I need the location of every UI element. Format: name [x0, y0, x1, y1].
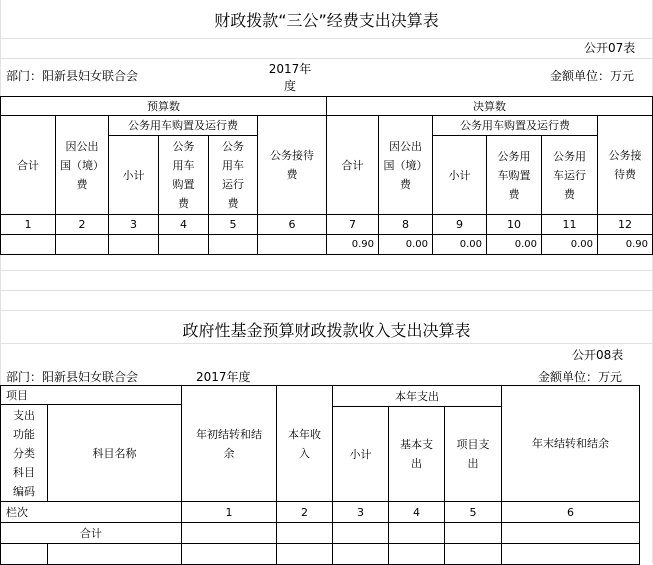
t2-total-cell [332, 522, 389, 544]
t1-value: 0.90 [326, 234, 379, 255]
t1-f-abroad-l1: 因公出 [389, 139, 422, 153]
t1-f-abroad [378, 115, 433, 215]
t1-b-run [208, 135, 258, 215]
table1-code: 公开07表 [584, 41, 636, 55]
t1-b-subgroup: 公务用车购置及运行费 [108, 115, 258, 136]
t1-b-reception-l2: 费 [286, 168, 298, 181]
t1-value: 0.00 [486, 234, 542, 255]
t1-f-subtotal: 小计 [432, 135, 487, 215]
t1-b-subtotal: 小计 [108, 135, 159, 215]
t1-b-abroad-l2: 国（境） [60, 158, 104, 172]
t2-project-l2: 出 [467, 457, 479, 470]
t1-f-buy-l1: 公务用 [497, 149, 531, 163]
t2-subtotal: 小计 [332, 406, 389, 502]
t2-project [444, 406, 502, 502]
t1-b-buy-l2: 用车 [172, 159, 195, 172]
t1-b-buy [158, 135, 209, 215]
t1-value [0, 234, 56, 255]
t1-colnum: 11 [541, 214, 598, 235]
t1-b-buy-l1: 公务 [172, 140, 195, 153]
t1-value [158, 234, 209, 255]
t1-value [55, 234, 109, 255]
t2-total-cell [276, 522, 333, 544]
t1-b-buy-l3: 购置 [172, 178, 195, 191]
t1-f-run-l3: 费 [564, 187, 575, 201]
t1-f-total: 合计 [326, 115, 379, 215]
t2-func-code [0, 404, 48, 502]
t2-func-code-l2: 功能 [13, 427, 35, 441]
t2-colnum: 2 [276, 501, 333, 523]
t1-b-abroad [55, 115, 109, 215]
t1-f-run-l1: 公务用 [553, 149, 586, 163]
t2-row-label: 栏次 [0, 501, 182, 523]
t2-opening-l2: 余 [223, 446, 235, 460]
t2-empty-cell [181, 543, 277, 565]
t2-item: 项目 [0, 385, 182, 405]
t2-total-cell [181, 522, 277, 544]
t2-income [276, 385, 333, 502]
t1-colnum: 7 [326, 214, 379, 235]
t1-value [257, 234, 327, 255]
table2-title: 政府性基金预算财政拨款收入支出决算表 [182, 321, 471, 340]
t1-colnum: 12 [597, 214, 653, 235]
t1-value [208, 234, 258, 255]
t2-empty-cell [388, 543, 445, 565]
t1-b-total: 合计 [0, 115, 56, 215]
t2-empty-cell [332, 543, 389, 565]
t1-b-run-l4: 费 [227, 197, 239, 210]
t2-subject-name: 科目名称 [47, 404, 182, 502]
t1-f-reception-l2: 待费 [614, 168, 636, 181]
t2-total-cell [388, 522, 445, 544]
t1-value: 0.90 [597, 234, 653, 255]
t2-basic-l2: 出 [411, 457, 422, 470]
t2-colnum: 6 [501, 501, 640, 523]
t1-colnum: 9 [432, 214, 487, 235]
t1-value: 0.00 [541, 234, 598, 255]
table1-title: 财政拨款“三公”经费支出决算表 [214, 11, 439, 30]
t2-basic [388, 406, 445, 502]
t1-b-reception [257, 115, 327, 215]
t1-colnum: 8 [378, 214, 433, 235]
t1-f-reception [597, 115, 653, 215]
t1-f-reception-l1: 公务接 [608, 149, 642, 162]
table1-group-budget: 预算数 [0, 96, 327, 116]
t1-colnum: 1 [0, 214, 56, 235]
t1-f-buy [486, 135, 542, 215]
table1-group-final: 决算数 [326, 96, 653, 116]
t1-f-run-l2: 车运行 [553, 168, 586, 182]
t2-empty-cell [0, 543, 48, 565]
t1-b-abroad-l3: 费 [76, 177, 88, 191]
t1-f-abroad-l2: 国（境） [383, 158, 428, 172]
t1-f-run [541, 135, 598, 215]
t2-colnum: 4 [388, 501, 445, 523]
t1-b-run-l1: 公务 [222, 140, 244, 153]
t2-income-l1: 本年收 [288, 427, 321, 441]
t2-colnum: 3 [332, 501, 389, 523]
table2-unit: 金额单位：万元 [538, 370, 623, 384]
t2-basic-l1: 基本支 [400, 438, 433, 451]
grid-line [0, 343, 653, 344]
t1-f-buy-l3: 费 [508, 187, 520, 201]
t2-total-label: 合计 [0, 522, 182, 544]
grid-line [0, 38, 653, 39]
t1-b-abroad-l1: 因公出 [65, 139, 99, 153]
t2-empty-cell [501, 543, 640, 565]
t2-total-cell [501, 522, 640, 544]
t1-b-buy-l4: 费 [178, 197, 189, 210]
t1-colnum: 2 [55, 214, 109, 235]
t1-colnum: 3 [108, 214, 159, 235]
t2-income-l2: 入 [299, 446, 310, 460]
t1-colnum: 4 [158, 214, 209, 235]
grid-line [0, 310, 653, 311]
table1-year-line2: 度 [283, 79, 296, 93]
t1-colnum: 10 [486, 214, 542, 235]
t1-f-subgroup: 公务用车购置及运行费 [432, 115, 598, 136]
t2-opening [181, 385, 277, 502]
t1-colnum: 6 [257, 214, 327, 235]
grid-line [0, 290, 653, 291]
t2-empty-cell [276, 543, 333, 565]
t1-value: 0.00 [378, 234, 433, 255]
t1-value [108, 234, 159, 255]
t2-expense-group: 本年支出 [332, 385, 502, 407]
t2-total-cell [444, 522, 502, 544]
t2-opening-l1: 年初结转和结 [196, 427, 262, 441]
t1-value: 0.00 [432, 234, 487, 255]
t2-closing: 年末结转和结余 [501, 385, 640, 502]
t2-colnum: 1 [181, 501, 277, 523]
t2-func-code-l5: 编码 [13, 484, 35, 498]
t1-b-reception-l1: 公务接待 [270, 149, 314, 162]
t2-func-code-l4: 科目 [13, 465, 35, 479]
t1-b-run-l2: 用车 [222, 159, 244, 172]
table1-year-line1: 2017年 [268, 62, 312, 76]
table2-code: 公开08表 [572, 348, 624, 362]
grid-line [0, 270, 653, 271]
table1-department: 部门：阳新县妇女联合会 [6, 69, 139, 83]
t1-f-abroad-l3: 费 [400, 177, 411, 191]
t1-f-buy-l2: 车购置 [497, 168, 531, 182]
table1-unit: 金额单位：万元 [550, 69, 635, 83]
t1-colnum: 5 [208, 214, 258, 235]
t2-func-code-l1: 支出 [13, 408, 35, 422]
grid-line [0, 58, 653, 59]
t2-empty-cell [47, 543, 182, 565]
table1-year [262, 60, 318, 94]
table2-year: 2017年度 [196, 370, 251, 384]
table2-department: 部门：阳新县妇女联合会 [6, 370, 139, 384]
t2-colnum: 5 [444, 501, 502, 523]
t2-project-l1: 项目支 [456, 438, 490, 451]
t1-b-run-l3: 运行 [222, 178, 244, 191]
t2-empty-cell [444, 543, 502, 565]
t2-func-code-l3: 分类 [13, 446, 35, 460]
